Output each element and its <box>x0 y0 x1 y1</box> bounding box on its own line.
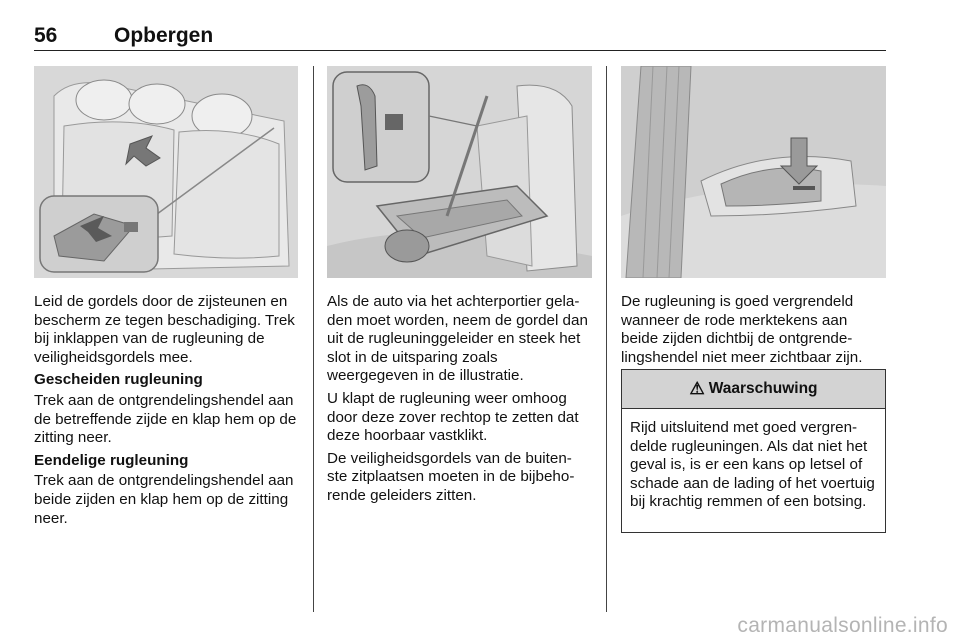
warning-title: Waarschuwing <box>708 380 818 397</box>
belt-guides-paragraph: De veiligheidsgordels van de buiten-ste zitplaatsen moeten in de bijbeho-rende geleiders zitten. <box>327 449 575 504</box>
intro-paragraph: Leid de gordels door de zijsteunen en bescherm ze tegen beschadiging. Trek bij inklappen van de rugleuning de veiligheidsgordels mee. <box>34 293 295 366</box>
release-lever-marker-illustration <box>621 66 886 278</box>
warning-box <box>621 369 886 533</box>
illustration-2-graphic <box>327 66 592 278</box>
single-backrest-text: Trek aan de ontgrendelingshendel aan beide zijden en klap hem op de zitting neer. <box>34 472 294 527</box>
seatback-lock-illustration <box>327 66 592 278</box>
warning-header <box>622 370 885 409</box>
watermark: carmanualsonline.info <box>737 614 948 637</box>
column-1 <box>34 293 300 532</box>
illustration-1-graphic <box>34 66 298 278</box>
warning-text: Rijd uitsluitend met goed vergren-delde rugleuningen. Als dat niet het geval is, is er een kans op letsel of schade aan de lading of het voertuig bij krachtig remmen of een botsing. <box>630 419 875 511</box>
illustration-3-graphic <box>621 66 886 278</box>
subheading-single-backrest: Eendelige rugleuning <box>34 451 189 469</box>
column-divider <box>313 66 314 612</box>
subheading-split-backrest: Gescheiden rugleuning <box>34 371 203 389</box>
rear-seat-belt-guides-illustration <box>34 66 298 278</box>
locked-check-paragraph: De rugleuning is goed vergrendeld wanneer de rode merktekens aan beide zijden dichtbij de ontgrende-lingshendel niet meer zichtbaar zijn. <box>621 293 863 366</box>
split-backrest-text: Trek aan de ontgrendelingshendel aan de betreffende zijde en klap hem op de zitting neer. <box>34 391 297 447</box>
column-2 <box>327 293 592 510</box>
raise-backrest-paragraph: U klapt de rugleuning weer omhoog door deze zover rechtop te zetten dat deze hoorbaar vastklikt. <box>327 389 579 445</box>
page-header <box>34 22 886 51</box>
section-title: Opbergen <box>114 24 214 47</box>
page-number: 56 <box>34 24 58 47</box>
warning-triangle-icon: ⚠ <box>689 379 705 398</box>
column-3 <box>621 293 886 371</box>
loading-paragraph: Als de auto via het achterportier gela-den moet worden, neem de gordel dan uit de rugleuninggeleider en steek het slot in de uitsparing zoals weergegeven in de illustratie. <box>327 293 588 385</box>
column-divider <box>606 66 607 612</box>
